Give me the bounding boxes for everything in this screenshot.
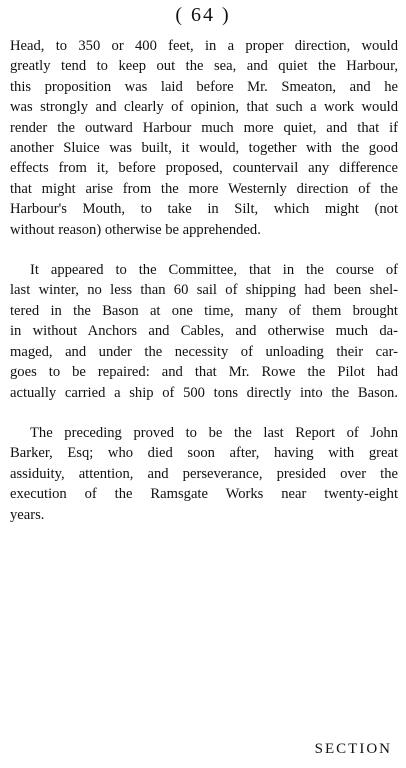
text-line: in without Anchors and Cables, and otherwise much da- — [10, 323, 398, 340]
text-line: maged, and under the necessity of unloading their car- — [10, 343, 398, 360]
paragraph-1 — [10, 36, 398, 240]
text-line: goes to be repaired: and that Mr. Rowe the Pilot had — [10, 364, 398, 381]
body-text — [10, 36, 398, 525]
text-line: last winter, no less than 60 sail of shipping had been shel- — [10, 282, 398, 299]
text-line: assiduity, attention, and perseverance, presided over the — [10, 465, 398, 482]
text-line: that might arise from the more Westernly direction of the — [10, 180, 398, 197]
text-line: render the outward Harbour much more quiet, and that if — [10, 119, 398, 136]
paragraph-2 — [10, 260, 398, 403]
text-line: Head, to 350 or 400 feet, in a proper direction, would — [10, 38, 398, 54]
text-line: another Sluice was built, it would, together with the good — [10, 140, 398, 157]
text-line: tered in the Bason at one time, many of them brought — [10, 302, 398, 319]
text-line: greatly tend to keep out the sea, and quiet the Harbour, — [10, 58, 398, 75]
catchword: SECTION — [314, 741, 392, 757]
text-line: actually carried a ship of 500 tons directly into the Bason. — [10, 384, 398, 401]
text-line: execution of the Ramsgate Works near twenty-eight — [10, 486, 398, 503]
text-line: Harbour's Mouth, to take in Silt, which might (not — [10, 201, 398, 218]
text-line: was strongly and clearly of opinion, that such a work would — [10, 99, 398, 116]
text-line: this proposition was laid before Mr. Smeaton, and he — [10, 78, 398, 95]
text-line: years. — [10, 506, 45, 523]
text-line: It appeared to the Committee, that in the course of — [30, 262, 398, 279]
text-line: Barker, Esq; who died soon after, having with great — [10, 445, 398, 462]
text-line: effects from it, before proposed, countervail any difference — [10, 160, 398, 177]
page-number: ( 64 ) — [175, 4, 231, 26]
text-line: without reason) otherwise be apprehended. — [10, 221, 261, 238]
paragraph-3 — [10, 423, 398, 525]
text-line: The preceding proved to be the last Report of John — [30, 424, 398, 441]
